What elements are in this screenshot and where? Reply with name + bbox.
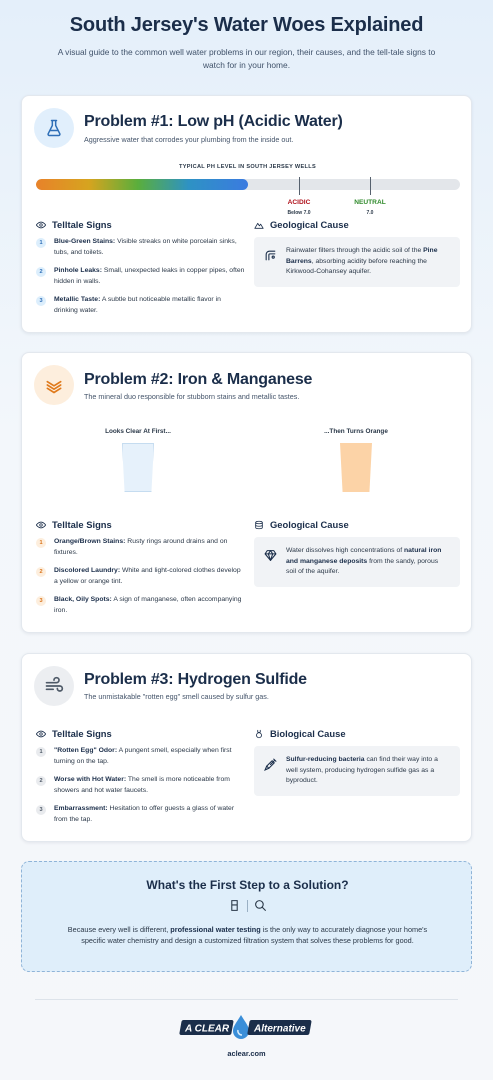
telltale-signs-heading: Telltale Signs [36,519,112,530]
flask-icon [34,108,74,148]
eye-icon [36,220,46,230]
solution-title: What's the First Step to a Solution? [146,878,349,892]
website-link[interactable]: aclear.com [227,1049,266,1058]
cause-box: Rainwater filters through the acidic soil of the Pine Barrens, absorbing acidity before reaching the Kirkwood-Cohansey aquifer. [254,237,460,287]
problem-subtitle: The unmistakable "rotten egg" smell caused by sulfur gas. [84,692,269,701]
clear-water-glass [122,443,154,492]
list-item: 1 "Rotten Egg" Odor: A pungent smell, especially when first turning on the tap. [36,746,246,767]
logo-text-primary: A CLEAR [185,1023,230,1035]
page-title: South Jersey's Water Woes Explained [69,14,424,36]
solution-icons [22,899,473,912]
syringe-icon [264,758,277,771]
icon-divider [247,900,248,912]
acidic-value: Below 7.0 [287,210,311,216]
search-icon [254,899,267,912]
cause-heading: Geological Cause [254,519,349,530]
problem-subtitle: Aggressive water that corrodes your plumbing from the inside out. [84,135,294,144]
cause-heading: Geological Cause [254,219,349,230]
orange-water-glass [340,443,372,492]
list-item: 2 Pinhole Leaks: Small, unexpected leaks in copper pipes, often hidden in walls. [36,266,246,287]
footer-divider [35,999,458,1000]
list-item: 3 Black, Oily Spots: A sign of manganese, often accompanying iron. [36,595,246,616]
neutral-value: 7.0 [366,210,374,216]
list-item: 3 Embarrassment: Hesitation to offer guests a glass of water from the tap. [36,804,246,825]
list-item: 3 Metallic Taste: A subtle but noticeable metallic flavor in drinking water. [36,295,246,316]
cause-box: Sulfur-reducing bacteria can find their way into a well system, producing hydrogen sulfide gas as a byproduct. [254,746,460,796]
problem-title: Problem #3: Hydrogen Sulfide [84,671,307,688]
list-item: 1 Blue-Green Stains: Visible streaks on white porcelain sinks, tubs, and toilets. [36,237,246,258]
list-item: 1 Orange/Brown Stains: Rusty rings around drains and on fixtures. [36,537,246,558]
telltale-signs-list [36,237,246,324]
company-logo[interactable] [177,1013,317,1041]
neutral-marker-tick [370,177,371,195]
pipe-icon [264,249,277,262]
ph-scale-label: TYPICAL PH LEVEL IN SOUTH JERSEY WELLS [179,164,316,170]
list-item: 2 Worse with Hot Water: The smell is more noticeable from showers and hot water faucets. [36,775,246,796]
wind-icon [34,666,74,706]
problem-title: Problem #2: Iron & Manganese [84,371,313,388]
telltale-signs-heading: Telltale Signs [36,728,112,739]
solution-text: Because every well is different, professional water testing is the only way to accurately diagnose your home's specific water chemistry and design a customized filtration system that solves these problems for good. [67,925,428,946]
problem-subtitle: The mineral duo responsible for stubborn stains and metallic tastes. [84,392,300,401]
problem-card-hydrogen-sulfide [21,653,472,842]
eye-icon [36,729,46,739]
glass-left-caption: Looks Clear At First... [105,428,171,435]
page-header [0,14,493,71]
problem-card-low-ph [21,95,472,333]
neutral-label: NEUTRAL [354,199,386,206]
acidic-marker-tick [299,177,300,195]
acidic-marker [269,199,329,216]
page-subtitle: A visual guide to the common well water problems in our region, their causes, and the tell-tale signs to watch for in your home. [57,47,436,70]
logo-text-secondary: Alternative [254,1023,306,1035]
solution-callout [21,861,472,972]
stack-icon [254,520,264,530]
problem-card-iron-manganese [21,352,472,633]
cause-heading: Biological Cause [254,728,346,739]
cause-box: Water dissolves high concentrations of natural iron and manganese deposits from the sandy, porous soil of the aquifer. [254,537,460,587]
problem-title: Problem #1: Low pH (Acidic Water) [84,113,343,130]
ph-scale-bar [36,179,460,190]
telltale-signs-list [36,746,246,833]
glass-right-caption: ...Then Turns Orange [324,428,388,435]
gem-icon [264,549,277,562]
acidic-label: ACIDIC [287,199,311,206]
bacteria-icon [254,729,264,739]
eye-icon [36,520,46,530]
telltale-signs-list [36,537,246,624]
telltale-signs-heading: Telltale Signs [36,219,112,230]
mountain-icon [254,220,264,230]
neutral-marker [340,199,400,216]
ph-scale-fill [36,179,248,190]
layers-icon [34,365,74,405]
list-item: 2 Discolored Laundry: White and light-colored clothes develop a yellow or orange tint. [36,566,246,587]
beaker-icon [228,899,241,912]
